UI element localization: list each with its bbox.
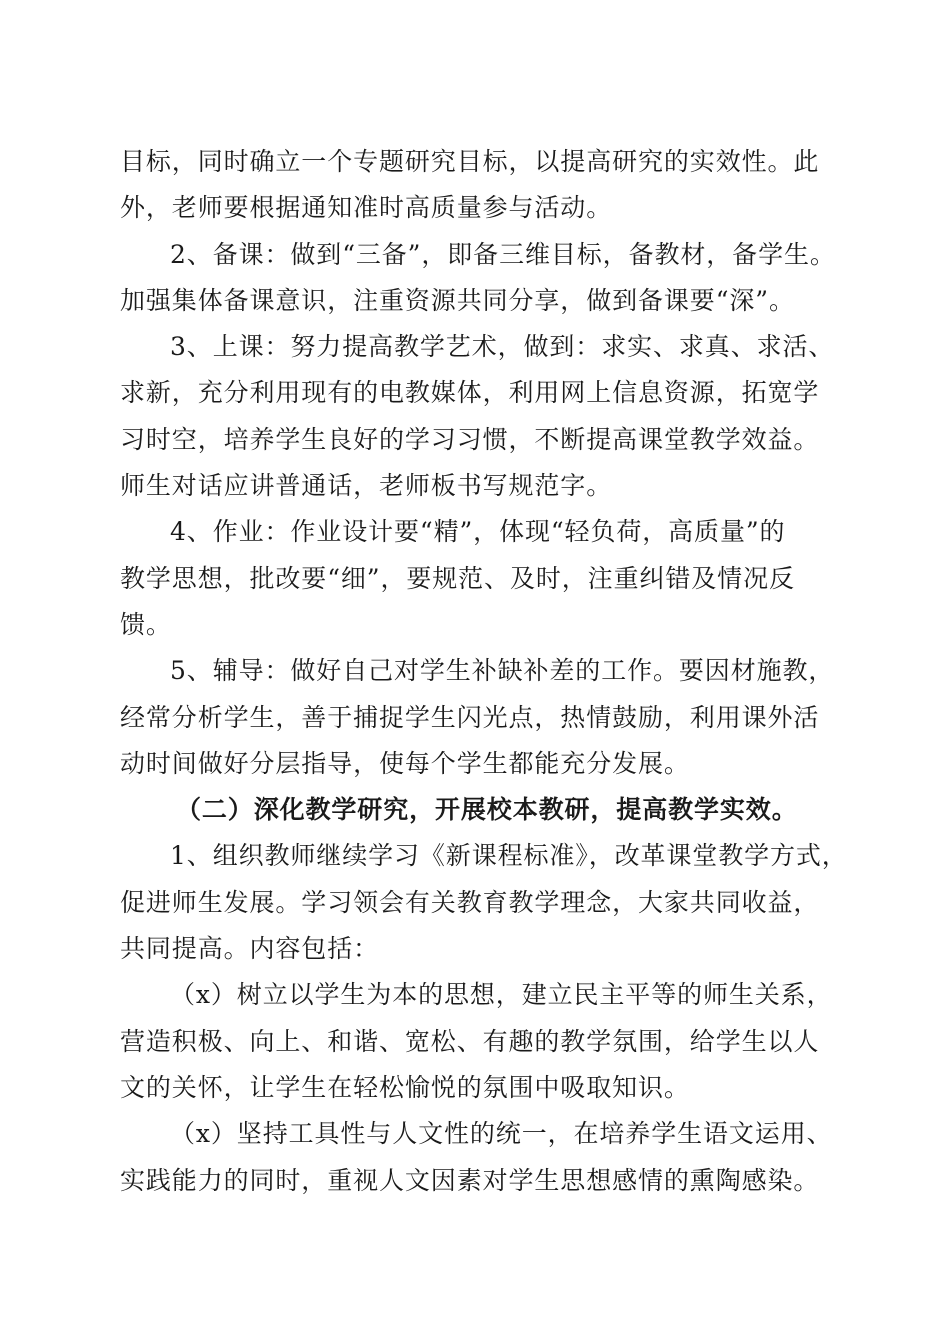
text-line: 促进师生发展。学习领会有关教育教学理念，大家共同收益， [120,887,820,917]
text-line: 实践能力的同时，重视人文因素对学生思想感情的熏陶感染。 [120,1165,820,1195]
text-line: 馈。 [120,609,172,639]
paragraph-start-line: （x）树立以学生为本的思想，建立民主平等的师生关系， [170,980,833,1010]
text-line: 求新，充分利用现有的电教媒体，利用网上信息资源，拓宽学 [120,378,820,408]
paragraph-start-line: 3、上课：努力提高教学艺术，做到：求实、求真、求活、 [170,332,835,362]
text-line: 师生对话应讲普通话，老师板书写规范字。 [120,471,613,501]
text-line: 加强集体备课意识，注重资源共同分享，做到备课要“深”。 [120,285,795,315]
text-line: 外，老师要根据通知准时高质量参与活动。 [120,193,613,223]
text-line: 经常分析学生，善于捕捉学生闪光点，热情鼓励，利用课外活 [120,702,820,732]
text-line: 动时间做好分层指导，使每个学生都能充分发展。 [120,748,690,778]
text-line: 共同提高。内容包括： [120,934,380,964]
text-line: 营造积极、向上、和谐、宽松、有趣的教学氛围，给学生以人 [120,1026,820,1056]
text-line: 教学思想，批改要“细”，要规范、及时，注重纠错及情况反 [120,563,795,593]
text-line: 目标，同时确立一个专题研究目标，以提高研究的实效性。此 [120,147,820,176]
paragraph-start-line: 2、备课：做到“三备”，即备三维目标，备教材，备学生。 [170,239,836,269]
paragraph-start-line: （x）坚持工具性与人文性的统一，在培养学生语文运用、 [170,1119,833,1149]
document-body [120,139,848,1204]
paragraph-start-line: 4、作业：作业设计要“精”，体现“轻负荷，高质量”的 [170,517,786,547]
section-heading: （二）深化教学研究，开展校本教研，提高教学实效。 [176,795,798,825]
paragraph-start-line: 5、辅导：做好自己对学生补缺补差的工作。要因材施教， [170,656,835,686]
text-line: 习时空，培养学生良好的学习习惯，不断提高课堂教学效益。 [120,424,820,454]
text-line: 文的关怀，让学生在轻松愉悦的氛围中吸取知识。 [120,1072,690,1102]
paragraph-start-line: 1、组织教师继续学习《新课程标准》，改革课堂教学方式， [170,841,848,871]
